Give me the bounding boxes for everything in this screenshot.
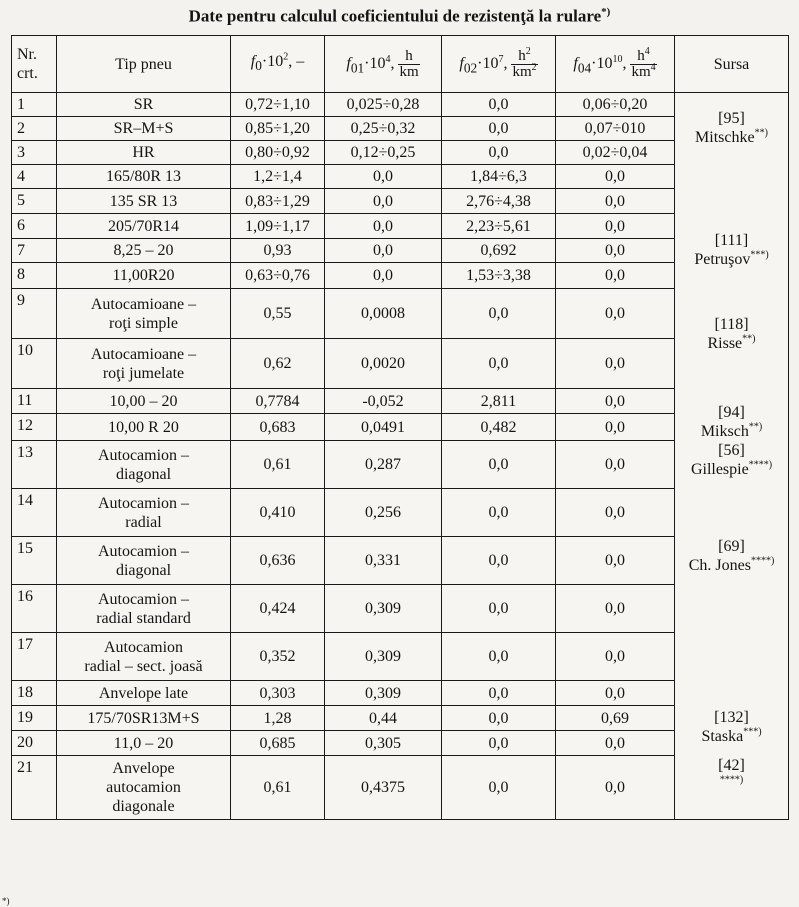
unit-fraction: $\frac{h^4}{km^4}$ <box>631 45 656 80</box>
tip-line: 11,0 – 20 <box>113 734 174 752</box>
cell-f04: 0,06÷0,20 <box>556 93 675 117</box>
tip-line: autocamion <box>106 779 181 796</box>
cell-tip-pneu <box>57 414 231 441</box>
cell-f04: 0,07÷010 <box>556 117 675 141</box>
cell-f01: 0,256 <box>325 489 442 537</box>
cell-f0: 0,55 <box>231 289 325 339</box>
footnote-mark: *) <box>2 896 10 906</box>
tip-line: diagonale <box>112 798 175 815</box>
header-f01: $f_{01}\cdot 10^4$, $\frac{h}{km}$ <box>325 36 442 93</box>
cell-f04: 0,0 <box>556 165 675 189</box>
cell-f02: 0,0 <box>442 289 556 339</box>
cell-f04: 0,0 <box>556 189 675 214</box>
cell-sursa <box>675 756 789 820</box>
tip-line: HR <box>132 144 155 161</box>
tip-line: Autocamion – <box>97 446 190 464</box>
page-title <box>0 6 799 27</box>
cell-f01: 0,309 <box>325 681 442 706</box>
cell-nr: 18 <box>12 681 57 706</box>
cell-f0: 0,424 <box>231 585 325 633</box>
cell-f04: 0,0 <box>556 441 675 489</box>
cell-f0: 0,63÷0,76 <box>231 263 325 289</box>
tip-line: 205/70R14 <box>107 217 180 235</box>
source-author: Miksch <box>700 422 749 440</box>
cell-f0: 1,28 <box>231 706 325 731</box>
table-row <box>12 731 789 756</box>
cell-f0: 0,93 <box>231 239 325 263</box>
cell-f02: 2,811 <box>442 389 556 414</box>
cell-f01: 0,0 <box>325 214 442 239</box>
cell-tip-pneu <box>57 756 231 820</box>
cell-tip-pneu <box>57 681 231 706</box>
cell-nr: 3 <box>12 141 57 165</box>
tip-line: SR <box>133 96 154 113</box>
cell-f0: 0,685 <box>231 731 325 756</box>
cell-nr: 13 <box>12 441 57 489</box>
cell-f02: 2,76÷4,38 <box>442 189 556 214</box>
cell-f01: 0,0 <box>325 239 442 263</box>
cell-tip-pneu <box>57 289 231 339</box>
tip-line: SR–M+S <box>113 120 174 137</box>
cell-f0: 1,2÷1,4 <box>231 165 325 189</box>
cell-sursa <box>675 289 789 389</box>
header-row <box>12 36 789 93</box>
cell-f04: 0,0 <box>556 537 675 585</box>
cell-nr: 14 <box>12 489 57 537</box>
cell-f01: 0,0 <box>325 165 442 189</box>
cell-sursa <box>675 389 789 441</box>
cell-f0: 0,80÷0,92 <box>231 141 325 165</box>
cell-f04: 0,69 <box>556 706 675 731</box>
header-nr: Nr. crt. <box>12 36 57 93</box>
tip-line: roţi jumelate <box>102 364 185 382</box>
tip-line: Autocamioane – <box>90 295 197 313</box>
cell-tip-pneu <box>57 706 231 731</box>
cell-tip-pneu <box>57 214 231 239</box>
tip-line: 8,25 – 20 <box>113 242 174 259</box>
cell-f01: 0,331 <box>325 537 442 585</box>
cell-f04: 0,0 <box>556 263 675 289</box>
source-footnote-mark: **) <box>754 127 768 139</box>
cell-f02: 0,0 <box>442 93 556 117</box>
table-row <box>12 389 789 414</box>
source-ref: [95] <box>718 110 745 127</box>
tip-line: Autocamion – <box>97 542 190 560</box>
cell-f0: 0,61 <box>231 756 325 820</box>
cell-f01: 0,0 <box>325 189 442 214</box>
table-row <box>12 93 789 117</box>
cell-tip-pneu <box>57 585 231 633</box>
cell-nr: 17 <box>12 633 57 681</box>
source-footnote-mark: **) <box>742 333 756 345</box>
cell-f01: -0,052 <box>325 389 442 414</box>
cell-nr: 1 <box>12 93 57 117</box>
cell-f01: 0,309 <box>325 633 442 681</box>
cell-f04: 0,0 <box>556 414 675 441</box>
cell-nr: 20 <box>12 731 57 756</box>
cell-nr: 2 <box>12 117 57 141</box>
cell-f0: 0,303 <box>231 681 325 706</box>
cell-tip-pneu <box>57 489 231 537</box>
cell-f01: 0,25÷0,32 <box>325 117 442 141</box>
table-row <box>12 585 789 633</box>
table-row <box>12 289 789 339</box>
table-row <box>12 633 789 681</box>
table-row <box>12 214 789 239</box>
cell-tip-pneu <box>57 165 231 189</box>
source-ref: [132] <box>714 708 749 726</box>
table-body <box>12 93 789 820</box>
title-text: Date pentru calculul coeficientului de rezistenţă la rulare <box>188 6 602 26</box>
source-footnote-mark: ****) <box>750 555 775 567</box>
table-row <box>12 537 789 585</box>
cell-sursa <box>675 93 789 165</box>
cell-nr: 7 <box>12 239 57 263</box>
cell-f01: 0,0020 <box>325 339 442 389</box>
cell-f02: 0,482 <box>442 414 556 441</box>
cell-f01: 0,0008 <box>325 289 442 339</box>
source-footnote-mark: ****) <box>748 459 773 471</box>
cell-f04: 0,0 <box>556 239 675 263</box>
cell-f02: 1,53÷3,38 <box>442 263 556 289</box>
table-row <box>12 239 789 263</box>
table-row <box>12 165 789 189</box>
cell-tip-pneu <box>57 537 231 585</box>
cell-f04: 0,0 <box>556 214 675 239</box>
unit-fraction: $\frac{h^2}{km^2}$ <box>512 45 537 80</box>
tip-line: Anvelope <box>112 760 175 777</box>
rolling-resistance-table <box>11 35 789 820</box>
table-row <box>12 117 789 141</box>
tip-line: 10,00 – 20 <box>109 392 178 410</box>
cell-tip-pneu <box>57 389 231 414</box>
cell-f0: 0,61 <box>231 441 325 489</box>
cell-f0: 0,83÷1,29 <box>231 189 325 214</box>
cell-f02: 0,0 <box>442 681 556 706</box>
tip-line: Anvelope late <box>98 684 189 702</box>
cell-f02: 0,0 <box>442 585 556 633</box>
tip-line: radial <box>125 513 162 531</box>
source-author: Risse <box>707 334 743 352</box>
table-row <box>12 263 789 289</box>
cell-nr: 8 <box>12 263 57 289</box>
table-row <box>12 756 789 820</box>
cell-nr: 9 <box>12 289 57 339</box>
cell-f04: 0,0 <box>556 731 675 756</box>
cell-f04: 0,02÷0,04 <box>556 141 675 165</box>
cell-f04: 0,0 <box>556 339 675 389</box>
cell-f02: 0,0 <box>442 731 556 756</box>
cell-f02: 0,0 <box>442 706 556 731</box>
cell-f0: 0,683 <box>231 414 325 441</box>
cell-nr: 6 <box>12 214 57 239</box>
cell-f0: 1,09÷1,17 <box>231 214 325 239</box>
cell-nr: 4 <box>12 165 57 189</box>
cell-f0: 0,636 <box>231 537 325 585</box>
cell-tip-pneu <box>57 633 231 681</box>
tip-line: diagonal <box>115 465 172 483</box>
table-row <box>12 489 789 537</box>
table-row <box>12 441 789 489</box>
cell-f01: 0,0491 <box>325 414 442 441</box>
cell-sursa <box>675 165 789 289</box>
header-f0: $f_0\cdot 10^2$, – <box>231 36 325 93</box>
title-footnote-mark: *) <box>601 6 611 18</box>
cell-sursa <box>675 633 789 706</box>
cell-f04: 0,0 <box>556 389 675 414</box>
cell-nr: 10 <box>12 339 57 389</box>
source-author: Gillespie <box>690 460 749 478</box>
source-ref: [118] <box>714 315 749 333</box>
cell-tip-pneu <box>57 189 231 214</box>
cell-f01: 0,44 <box>325 706 442 731</box>
cell-f01: 0,309 <box>325 585 442 633</box>
tip-line: 10,00 R 20 <box>108 418 179 436</box>
tip-line: diagonal <box>115 561 172 579</box>
source-ref: [56] <box>718 441 745 459</box>
unit-fraction: $\frac{h}{km}$ <box>399 47 419 80</box>
cell-tip-pneu <box>57 93 231 117</box>
source-ref: [111] <box>714 231 749 249</box>
cell-nr: 12 <box>12 414 57 441</box>
tip-line: radial – sect. joasă <box>84 657 203 675</box>
cell-f02: 0,0 <box>442 756 556 820</box>
cell-tip-pneu <box>57 441 231 489</box>
cell-f02: 2,23÷5,61 <box>442 214 556 239</box>
cell-f04: 0,0 <box>556 756 675 820</box>
source-author: Staska <box>701 727 744 745</box>
tip-line: 165/80R 13 <box>105 168 182 185</box>
cell-f04: 0,0 <box>556 585 675 633</box>
header-sursa: Sursa <box>675 36 789 93</box>
source-author: Mitschke <box>695 129 755 146</box>
cell-f04: 0,0 <box>556 489 675 537</box>
cell-tip-pneu <box>57 117 231 141</box>
tip-line: 135 SR 13 <box>109 192 178 210</box>
cell-tip-pneu <box>57 731 231 756</box>
cell-f04: 0,0 <box>556 681 675 706</box>
tip-line: radial standard <box>96 609 191 627</box>
cell-sursa <box>675 441 789 537</box>
cell-f0: 0,62 <box>231 339 325 389</box>
cell-f01: 0,12÷0,25 <box>325 141 442 165</box>
cell-sursa <box>675 537 789 633</box>
cell-nr: 5 <box>12 189 57 214</box>
source-footnote-mark: **) <box>748 421 763 433</box>
cell-f04: 0,0 <box>556 633 675 681</box>
source-author: Ch. Jones <box>688 556 751 574</box>
header-tip-pneu: Tip pneu <box>57 36 231 93</box>
cell-f02: 0,0 <box>442 633 556 681</box>
source-footnote-mark: ****) <box>719 774 744 786</box>
cell-nr: 21 <box>12 756 57 820</box>
cell-f0: 0,72÷1,10 <box>231 93 325 117</box>
cell-nr: 11 <box>12 389 57 414</box>
table-row <box>12 189 789 214</box>
tip-line: Autocamion – <box>97 494 190 512</box>
table-row <box>12 706 789 731</box>
cell-nr: 15 <box>12 537 57 585</box>
tip-line: Autocamion – <box>97 590 190 608</box>
source-ref: [69] <box>718 537 745 555</box>
table-row <box>12 414 789 441</box>
header-f04: $f_{04}\cdot 10^{10}$, $\frac{h^4}{km^4}$ <box>556 36 675 93</box>
cell-f01: 0,4375 <box>325 756 442 820</box>
cell-f02: 0,0 <box>442 537 556 585</box>
cell-sursa <box>675 706 789 756</box>
tip-line: 175/70SR13M+S <box>87 709 200 727</box>
cell-f02: 0,692 <box>442 239 556 263</box>
cell-f0: 0,352 <box>231 633 325 681</box>
cell-f02: 0,0 <box>442 117 556 141</box>
cell-f01: 0,025÷0,28 <box>325 93 442 117</box>
cell-tip-pneu <box>57 339 231 389</box>
cell-tip-pneu <box>57 141 231 165</box>
source-author: Petruşov <box>694 250 751 268</box>
cell-nr: 16 <box>12 585 57 633</box>
source-footnote-mark: ***) <box>750 249 769 261</box>
source-footnote-mark: ***) <box>743 726 762 738</box>
source-ref: [42] <box>718 756 745 774</box>
table-row <box>12 681 789 706</box>
cell-f01: 0,305 <box>325 731 442 756</box>
table-row <box>12 339 789 389</box>
cell-tip-pneu <box>57 263 231 289</box>
tip-line: Autocamioane – <box>90 345 197 363</box>
table-row <box>12 141 789 165</box>
source-ref: [94] <box>718 403 745 421</box>
tip-line: Autocamion <box>103 638 184 656</box>
cell-f02: 0,0 <box>442 489 556 537</box>
cell-f02: 1,84÷6,3 <box>442 165 556 189</box>
cell-f02: 0,0 <box>442 141 556 165</box>
tip-line: 11,00R20 <box>112 267 175 284</box>
cell-f01: 0,287 <box>325 441 442 489</box>
cell-tip-pneu <box>57 239 231 263</box>
cell-f0: 0,85÷1,20 <box>231 117 325 141</box>
cell-f04: 0,0 <box>556 289 675 339</box>
header-f02: $f_{02}\cdot 10^7$, $\frac{h^2}{km^2}$ <box>442 36 556 93</box>
tip-line: roţi simple <box>109 314 178 332</box>
cell-f0: 0,7784 <box>231 389 325 414</box>
cell-f01: 0,0 <box>325 263 442 289</box>
cell-f02: 0,0 <box>442 441 556 489</box>
cell-f0: 0,410 <box>231 489 325 537</box>
cell-f02: 0,0 <box>442 339 556 389</box>
cell-nr: 19 <box>12 706 57 731</box>
